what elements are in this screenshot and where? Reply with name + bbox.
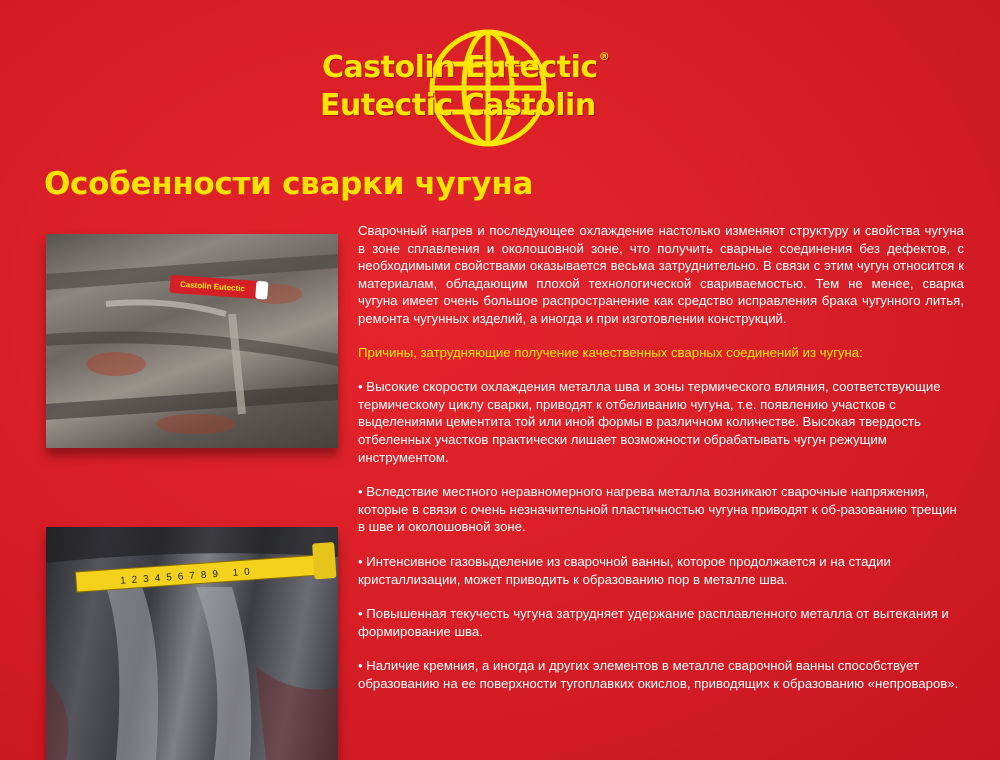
cause-bullet: • Интенсивное газовыделение из сварочной ванны, которое продолжается и на стадии кристаллизации, может приводить к образованию пор в металле шва. xyxy=(358,553,891,587)
tape-numbers: 123456789 10 xyxy=(119,566,257,587)
cause-bullet: • Наличие кремния, а иногда и других элементов в металле сварочной ванны способствует образованию на ее поверхности тугоплавких окислов, приводящих к образованию «непроваров». xyxy=(358,658,959,691)
logo-line-1 xyxy=(322,50,609,85)
page-title: Особенности сварки чугуна xyxy=(44,166,534,202)
welded-cast-iron-photo xyxy=(46,234,338,448)
photo-illustration xyxy=(46,234,338,448)
cause-bullet: • Повышенная текучесть чугуна затрудняет удержание расплавленного металла от вытекания и формирование шва. xyxy=(358,606,949,639)
article-body xyxy=(358,222,964,692)
causes-subheading: Причины, затрудняющие получение качественных сварных соединений из чугуна: xyxy=(358,344,863,360)
logo-word: Eutectic xyxy=(320,88,453,123)
photo-illustration xyxy=(46,527,338,760)
logo-word: Castolin xyxy=(322,50,455,85)
logo-word: Eutectic xyxy=(464,50,598,85)
registered-mark: ® xyxy=(598,50,610,63)
castolin-eutectic-logo xyxy=(318,22,678,152)
cause-bullet: • Вследствие местного неравномерного нагрева металла возникают сварочные напряжения, которые в связи с очень незначительной пластичностью чугуна приводят к об-разованию трещин в шве и околошовной зоне. xyxy=(358,484,957,535)
intro-paragraph: Сварочный нагрев и последующее охлаждение настолько изменяют структуру и свойства чугуна в зоне сплавления и околошовной зоне, что получить сварные соединения без дефектов, с необходимыми свойствами оказывается весьма затруднительно. В связи с этим чугун относится к материалам, обладающим плохой технологической свариваемостью. Тем не менее, сварка чугуна имеет очень большое распространение как средство исправления брака чугунного литья, ремонта чугунных изделий, а иногда и при изготовлении конструкций. xyxy=(358,223,964,326)
logo-word: Castolin xyxy=(462,88,596,123)
logo-line-2 xyxy=(320,88,596,123)
cause-bullet: • Высокие скорости охлаждения металла шва и зоны термического влияния, соответствующие термическому циклу сварки, приводят к отбеливанию чугуна, т.е. появлению участков с выделениями цементита той или иной формы в различном количестве. Высокая твердость отбеленных участков практически лишает возможности обрабатывать чугун режущим инструментом. xyxy=(358,379,941,465)
marker-label: Castolin Eutectic xyxy=(179,279,246,294)
crack-repair-photo xyxy=(46,527,338,760)
